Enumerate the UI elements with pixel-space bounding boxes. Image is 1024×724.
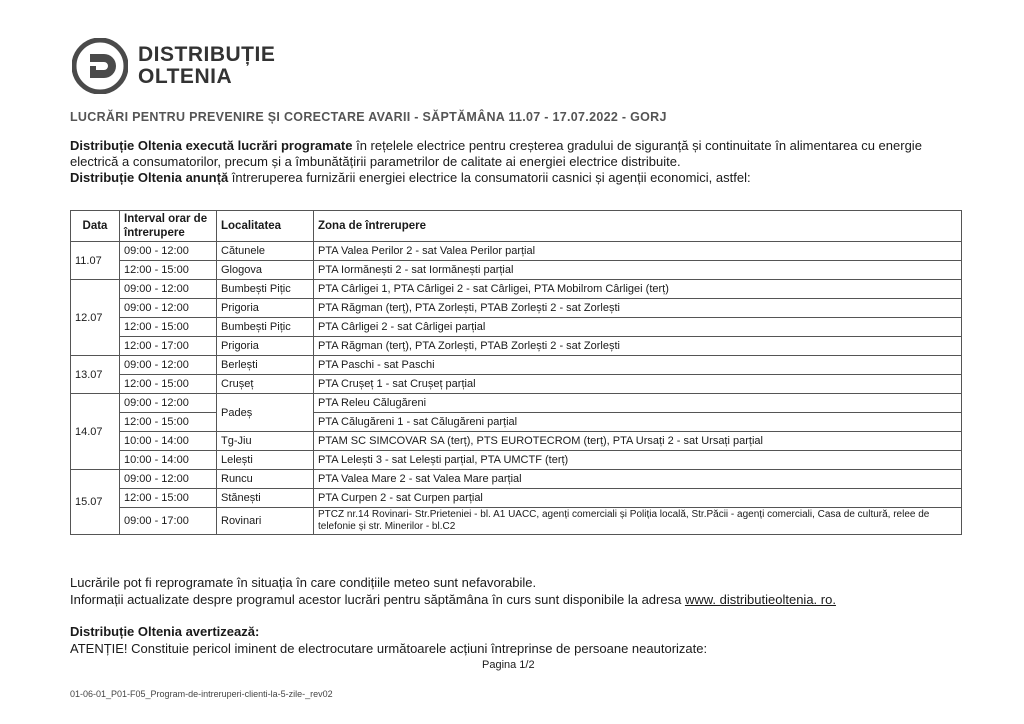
table-row	[71, 261, 962, 280]
logo-text	[138, 44, 275, 88]
cell-interval: 09:00 - 12:00	[120, 280, 217, 299]
page-number: Pagina 1/2	[482, 659, 535, 671]
table-row	[71, 489, 962, 508]
cell-interval: 09:00 - 12:00	[120, 242, 217, 261]
table-row	[71, 242, 962, 261]
table-row	[71, 337, 962, 356]
cell-date: 11.07	[71, 242, 120, 280]
cell-date: 13.07	[71, 356, 120, 394]
header-zone: Zona de întrerupere	[314, 211, 962, 242]
cell-locality: Prigoria	[217, 299, 314, 318]
cell-interval: 12:00 - 15:00	[120, 489, 217, 508]
cell-interval: 10:00 - 14:00	[120, 432, 217, 451]
cell-interval: 10:00 - 14:00	[120, 451, 217, 470]
table-row	[71, 432, 962, 451]
cell-zone: PTA Călugăreni 1 - sat Călugăreni parțial	[314, 413, 962, 432]
header-locality: Localitatea	[217, 211, 314, 242]
intro-p1-bold: Distribuție Oltenia execută lucrări programate	[70, 138, 353, 153]
website-link[interactable]: www. distributieoltenia. ro.	[684, 592, 836, 607]
cell-locality: Bumbești Pițic	[217, 280, 314, 299]
cell-locality: Runcu	[217, 470, 314, 489]
warning-text: ATENȚIE! Constituie pericol iminent de electrocutare următoarele acțiuni întreprinse de persoane neautorizate:	[70, 641, 708, 656]
intro-paragraph-2	[70, 170, 970, 186]
cell-locality: Glogova	[217, 261, 314, 280]
note-info-text: Informații actualizate despre programul acestor lucrări pentru săptămâna în curs sunt disponibile la adresa	[70, 592, 685, 607]
note-info	[70, 591, 836, 608]
cell-zone: PTA Curpen 2 - sat Curpen parțial	[314, 489, 962, 508]
table-row	[71, 318, 962, 337]
footer-notes	[70, 574, 836, 608]
warning-title: Distribuție Oltenia avertizează:	[70, 624, 260, 639]
cell-zone: PTA Crușeț 1 - sat Crușeț parțial	[314, 375, 962, 394]
cell-interval: 12:00 - 15:00	[120, 375, 217, 394]
header-interval: Interval orar de întrerupere	[120, 211, 217, 242]
cell-locality: Cătunele	[217, 242, 314, 261]
logo-line-1: DISTRIBUȚIE	[138, 43, 276, 66]
cell-interval: 12:00 - 15:00	[120, 318, 217, 337]
table-row	[71, 413, 962, 432]
cell-date: 14.07	[71, 394, 120, 470]
cell-locality: Rovinari	[217, 508, 314, 535]
cell-interval: 09:00 - 12:00	[120, 356, 217, 375]
cell-zone: PTA Valea Mare 2 - sat Valea Mare parțial	[314, 470, 962, 489]
outage-schedule-table	[70, 210, 962, 535]
cell-interval: 09:00 - 12:00	[120, 470, 217, 489]
cell-locality: Prigoria	[217, 337, 314, 356]
table-header-row	[71, 211, 962, 242]
cell-zone: PTA Răgman (terț), PTA Zorlești, PTAB Zorlești 2 - sat Zorlești	[314, 299, 962, 318]
cell-zone: PTA Răgman (terț), PTA Zorlești, PTAB Zorlești 2 - sat Zorlești	[314, 337, 962, 356]
table-row	[71, 508, 962, 535]
cell-date: 15.07	[71, 470, 120, 535]
cell-zone: PTA Releu Călugăreni	[314, 394, 962, 413]
company-logo	[72, 38, 276, 94]
cell-locality: Berlești	[217, 356, 314, 375]
cell-zone: PTCZ nr.14 Rovinari- Str.Prieteniei - bl. A1 UACC, agenți comerciali și Poliția locală, Str.Păcii - agenți comerciali, Casa de cultură, relee de telefonie și str. Minerilor - bl.C2	[314, 508, 962, 535]
cell-locality: Tg-Jiu	[217, 432, 314, 451]
table-row	[71, 356, 962, 375]
intro-p1-rest: în rețelele electrice pentru creșterea gradului de siguranță și continuitate în alimentarea cu energie electrică a consumatorilor, precum și a îmbunătățirii parametrilor de calitate ai energiei electrice distribuite.	[70, 138, 922, 169]
intro-text	[70, 138, 970, 186]
cell-locality: Lelești	[217, 451, 314, 470]
cell-interval: 09:00 - 12:00	[120, 394, 217, 413]
cell-interval: 09:00 - 17:00	[120, 508, 217, 535]
document-code: 01-06-01_P01-F05_Program-de-intreruperi-clienti-la-5-zile-_rev02	[70, 689, 333, 699]
cell-zone: PTA Iormănești 2 - sat Iormănești parțial	[314, 261, 962, 280]
note-reschedule: Lucrările pot fi reprogramate în situația în care condițiile meteo sunt nefavorabile.	[70, 575, 537, 590]
header-date: Data	[71, 211, 120, 242]
cell-zone: PTA Lelești 3 - sat Lelești parțial, PTA UMCTF (terț)	[314, 451, 962, 470]
table-row	[71, 280, 962, 299]
cell-zone: PTA Cârligei 1, PTA Cârligei 2 - sat Cârligei, PTA Mobilrom Cârligei (terț)	[314, 280, 962, 299]
table-row	[71, 375, 962, 394]
cell-interval: 12:00 - 15:00	[120, 261, 217, 280]
cell-locality: Stănești	[217, 489, 314, 508]
cell-zone: PTA Cârligei 2 - sat Cârligei parțial	[314, 318, 962, 337]
cell-zone: PTA Valea Perilor 2 - sat Valea Perilor parțial	[314, 242, 962, 261]
table-row	[71, 470, 962, 489]
logo-line-2: OLTENIA	[138, 65, 233, 88]
cell-locality: Padeș	[217, 394, 314, 432]
cell-interval: 09:00 - 12:00	[120, 299, 217, 318]
cell-interval: 12:00 - 15:00	[120, 413, 217, 432]
table-row	[71, 451, 962, 470]
intro-p2-bold: Distribuție Oltenia anunță	[70, 170, 229, 185]
intro-paragraph-1	[70, 138, 970, 170]
table-row	[71, 394, 962, 413]
logo-mark-icon	[72, 38, 128, 94]
page-title: LUCRĂRI PENTRU PREVENIRE ȘI CORECTARE AVARII - SĂPTĂMÂNA 11.07 - 17.07.2022 - GORJ	[70, 110, 667, 124]
cell-zone: PTAM SC SIMCOVAR SA (terț), PTS EUROTECROM (terț), PTA Ursați 2 - sat Ursați parțial	[314, 432, 962, 451]
cell-date: 12.07	[71, 280, 120, 356]
cell-interval: 12:00 - 17:00	[120, 337, 217, 356]
cell-zone: PTA Paschi - sat Paschi	[314, 356, 962, 375]
cell-locality: Bumbești Pițic	[217, 318, 314, 337]
intro-p2-rest: întreruperea furnizării energiei electrice la consumatorii casnici și agenții economici, astfel:	[228, 170, 751, 185]
cell-locality: Crușeț	[217, 375, 314, 394]
table-row	[71, 299, 962, 318]
